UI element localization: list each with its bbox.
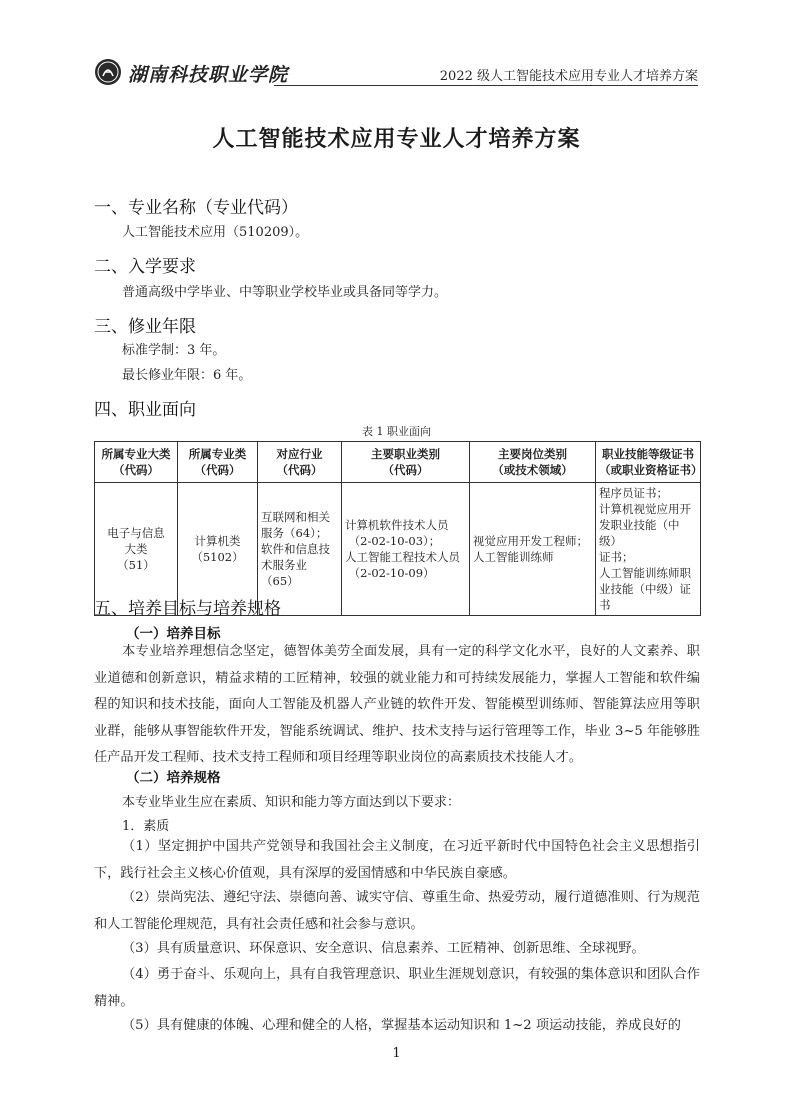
section-heading-3: 三、修业年限 — [94, 317, 196, 337]
section-text-1: 人工智能技术应用（510209）。 — [122, 225, 309, 240]
subheading-goal: （一）培养目标 — [126, 626, 221, 642]
school-name: 湖南科技职业学院 — [128, 64, 289, 86]
section-heading-4: 四、职业面向 — [94, 400, 196, 420]
table-header-cell: 职业技能等级证书 （或职业资格证书） — [596, 442, 701, 483]
spec-intro: 本专业毕业生应在素质、知识和能力等方面达到以下要求： — [122, 795, 461, 810]
quality-item-5: （5）具有健康的体魄、心理和健全的人格，掌握基本运动知识和 1~2 项运动技能，养成良好的 — [122, 1018, 681, 1033]
table-cell: 互联网和相关 服务（64）； 软件和信息技 术服务业（65） — [258, 483, 342, 616]
table-cell: 视觉应用开发工程师； 人工智能训练师 — [470, 483, 596, 616]
section-heading-1: 一、专业名称（专业代码） — [94, 198, 298, 218]
table-cell: 计算机软件技术人员 （2-02-10-03）； 人工智能工程技术人员 （2-02-10-09） — [342, 483, 470, 616]
table-cell: 计算机类 （5102） — [178, 483, 258, 616]
quality-item-2: （2）崇尚宪法、遵纪守法、崇德向善、诚实守信、尊重生命、热爱劳动，履行道德准则、行为规范和人工智能伦理规范，具有社会责任感和社会参与意识。 — [94, 890, 700, 932]
section-text-2: 普通高级中学毕业、中等职业学校毕业或具备同等学力。 — [122, 285, 448, 300]
section-heading-5: 五、培养目标与培养规格 — [94, 599, 281, 619]
header-doc-title: 2022 级人工智能技术应用专业人才培养方案 — [439, 69, 698, 84]
subheading-spec: （二）培养规格 — [126, 770, 221, 786]
page-number: 1 — [392, 1046, 401, 1061]
table-header-cell: 对应行业 （代码） — [258, 442, 342, 483]
quality-item-4: （4）勇于奋斗、乐观向上，具有自我管理意识、职业生涯规划意识，有较强的集体意识和团队合作精神。 — [94, 967, 700, 1009]
section-text-3b: 最长修业年限：6 年。 — [122, 368, 252, 383]
table-header-row — [95, 442, 701, 483]
goal-paragraph: 本专业培养理想信念坚定，德智体美劳全面发展，具有一定的科学文化水平，良好的人文素养、职业道德和创新意识，精益求精的工匠精神，较强的就业能力和可持续发展能力，掌握人工智能和软件编程的知识和技术技能，面向人工智能及机器人产业链的软件开发、智能模型训练师、智能算法应用等职业群，能够从事智能软件开发，智能系统调试、维护、技术支持与运行管理等工作，毕业 3~5 年能够胜任产品开发工程师、技术支持工程师和项目经理等职业岗位的高素质技术技能人才。 — [94, 644, 700, 765]
header-rule — [274, 85, 698, 86]
table-cell: 电子与信息 大类 （51） — [95, 483, 178, 616]
section-text-3a: 标准学制：3 年。 — [122, 343, 226, 358]
table-header-cell: 所属专业类 （代码） — [178, 442, 258, 483]
page-title: 人工智能技术应用专业人才培养方案 — [212, 126, 581, 152]
table-caption: 表 1 职业面向 — [362, 425, 431, 438]
section-heading-2: 二、入学要求 — [94, 257, 196, 277]
quality-heading: 1．素质 — [122, 819, 170, 834]
table-cell: 程序员证书； 计算机视觉应用开 发职业技能（中级） 证书； 人工智能训练师职 业技能（中级）证书 — [596, 483, 701, 616]
table-header-cell: 主要岗位类别 （或技术领域） — [470, 442, 596, 483]
table-header-cell: 所属专业大类 （代码） — [95, 442, 178, 483]
career-table — [94, 441, 701, 616]
table-header-cell: 主要职业类别 （代码） — [342, 442, 470, 483]
school-logo-icon — [94, 58, 122, 86]
page-header — [94, 58, 698, 88]
quality-item-1: （1）坚定拥护中国共产党领导和我国社会主义制度，在习近平新时代中国特色社会主义思想指引下，践行社会主义核心价值观，具有深厚的爱国情感和中华民族自豪感。 — [94, 839, 700, 881]
quality-item-3: （3）具有质量意识、环保意识、安全意识、信息素养、工匠精神、创新思维、全球视野。 — [122, 941, 645, 956]
